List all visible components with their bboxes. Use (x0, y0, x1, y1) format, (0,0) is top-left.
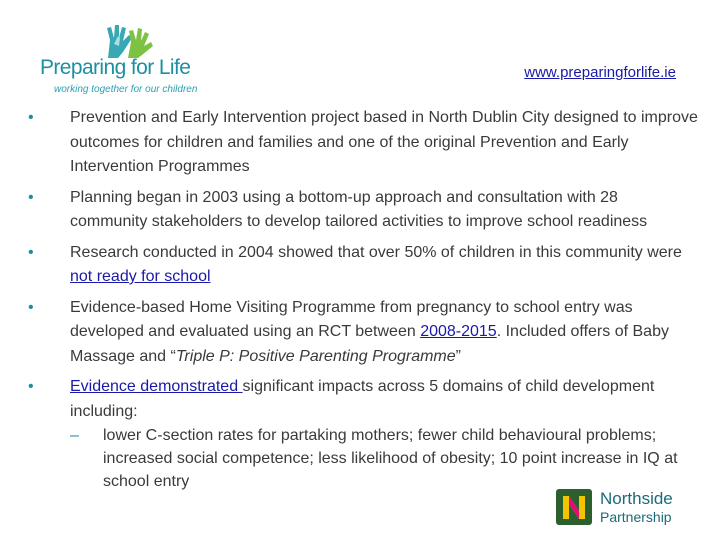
not-ready-link[interactable]: not ready for school (70, 268, 211, 285)
bullet-item (28, 186, 698, 235)
rct-years-link[interactable]: 2008-2015 (420, 323, 497, 340)
logo-name: Preparing for Life (40, 56, 191, 79)
bullet-text: . Included offers of Baby Massage and “ (70, 323, 669, 365)
bullet-list (28, 106, 698, 499)
bullet-item (28, 106, 698, 180)
bullet-text: Evidence-based Home Visiting Programme from pregnancy to school entry was developed and evaluated using an RCT between (70, 298, 633, 340)
northside-partnership-logo (556, 487, 696, 531)
logo-tagline: working together for our children (54, 84, 198, 95)
hands-icon (98, 22, 178, 60)
website-link[interactable]: www.preparingforlife.ie (524, 64, 676, 81)
sub-list (70, 424, 698, 493)
bullet-text: Prevention and Early Intervention project based in North Dublin City designed to improve outcomes for children and families and one of the original Prevention and Early Intervention Programmes (70, 109, 698, 175)
bullet-item (28, 296, 698, 370)
bullet-text: Planning began in 2003 using a bottom-up approach and consultation with 28 community stakeholders to develop tailored activities to improve school readiness (70, 188, 648, 230)
bullet-item (28, 375, 698, 493)
bullet-text: significant impacts across 5 domains of child development including: (70, 378, 655, 420)
preparing-for-life-logo (40, 22, 240, 100)
bullet-item (28, 241, 698, 290)
evidence-link[interactable]: Evidence demonstrated (70, 378, 243, 395)
bullet-text: ” (455, 347, 461, 365)
sub-text: lower C-section rates for partaking mothers; fewer child behavioural problems; increased social competence; less likelihood of obesity; 10 point increase in IQ at school entry (103, 427, 678, 490)
sub-item (70, 424, 698, 493)
northside-n-icon (556, 489, 592, 525)
programme-name: Triple P: Positive Parenting Programme (175, 347, 456, 365)
northside-text: Northside (600, 489, 673, 508)
bullet-text: Research conducted in 2004 showed that over 50% of children in this community were (70, 243, 682, 261)
partnership-text: Partnership (600, 509, 672, 525)
